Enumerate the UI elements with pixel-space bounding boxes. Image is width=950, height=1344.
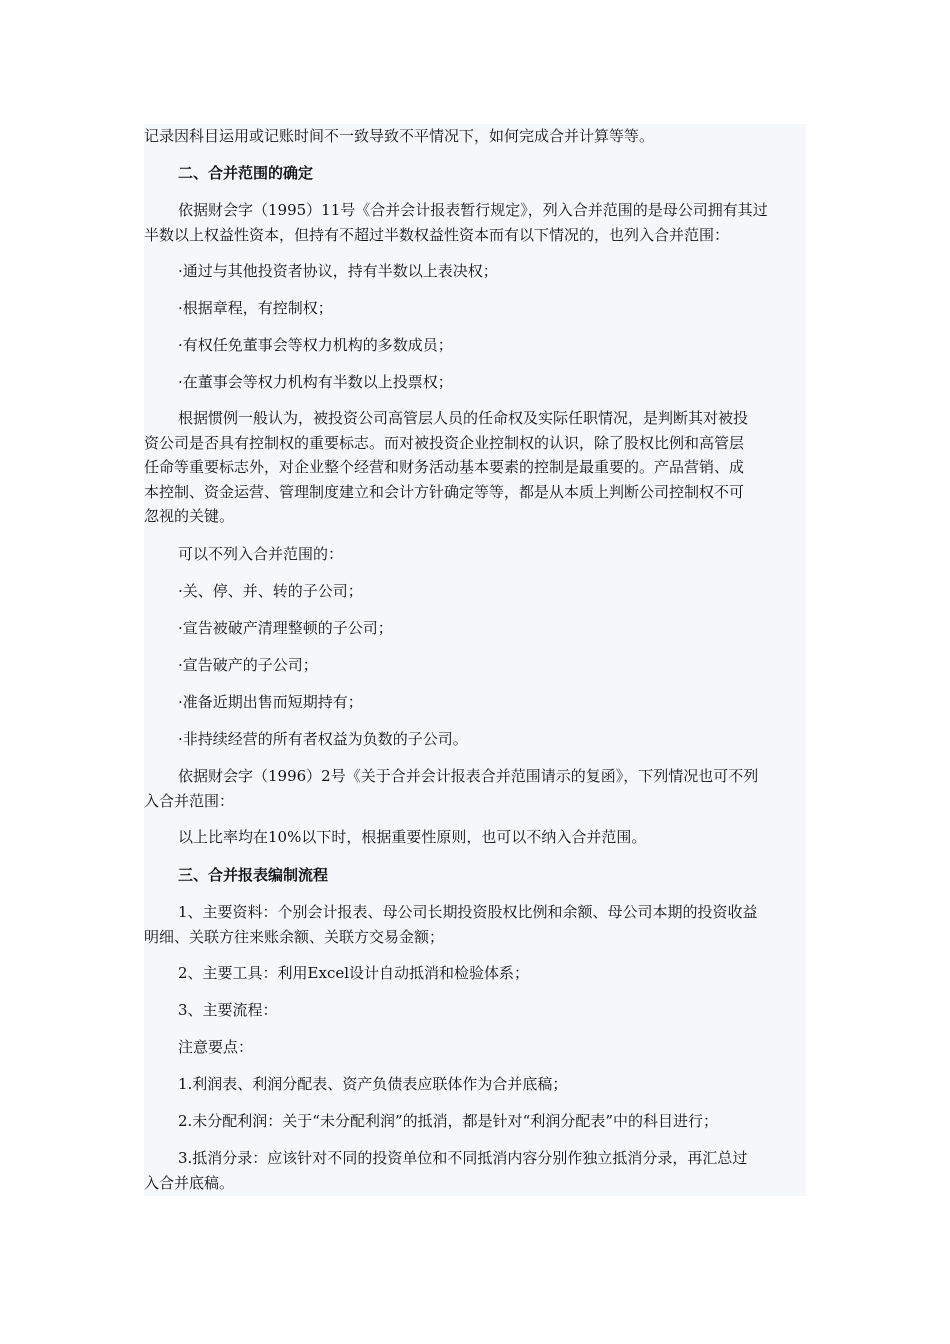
paragraph-main-process [144,998,806,1023]
list-item-excluded [144,653,806,678]
text-line: ·准备近期出售而短期持有； [178,693,363,711]
paragraph-continuation [144,124,806,149]
list-item-key-point [144,1146,806,1195]
section-heading-scope [144,161,806,186]
text-line: 1.利润表、利润分配表、资产负债表应联体作为合并底稿； [178,1075,568,1093]
text-line: 忽视的关键。 [144,507,235,525]
text-line: 依据财会字（1995）11号《合并会计报表暂行规定》，列入合并范围的是母公司拥有其过 [178,201,768,219]
text-line: ·通过与其他投资者协议，持有半数以上表决权； [178,262,498,280]
text-line: 明细、关联方往来账余额、关联方交易金额； [144,927,445,946]
list-item-included [144,333,806,358]
text-line: 可以不列入合并范围的： [178,545,344,563]
paragraph-control-criteria [144,406,806,529]
text-line: ·根据章程，有控制权； [178,299,333,317]
list-item-key-point [144,1072,806,1097]
text-line: ·非持续经营的所有者权益为负数的子公司。 [178,730,468,748]
text-line: ·宣告破产的子公司； [178,656,318,674]
paragraph-regulation-1995 [144,198,806,247]
text-line: ·宣告被破产清理整顿的子公司； [178,619,393,637]
document-body [144,124,806,1196]
list-item-included [144,370,806,395]
text-line: 资公司是否具有控制权的重要标志。而对被投资企业控制权的认识，除了股权比例和高管层 [144,433,745,452]
text-line: 3.抵消分录：应该针对不同的投资单位和不同抵消内容分别作独立抵消分录，再汇总过 [178,1149,748,1167]
list-item-key-point [144,1109,806,1134]
text-line: 2、主要工具：利用Excel设计自动抵消和检验体系； [178,964,530,982]
text-line: 依据财会字（1996）2号《关于合并会计报表合并范围请示的复函》，下列情况也可不列 [178,767,759,785]
paragraph-main-tools [144,961,806,986]
paragraph-excluded-intro [144,542,806,567]
text-line: 3、主要流程： [178,1001,278,1019]
list-item-excluded [144,727,806,752]
list-item-included [144,259,806,284]
list-item-included [144,296,806,321]
text-line: 半数以上权益性资本，但持有不超过半数权益性资本而有以下情况的，也列入合并范围： [144,225,730,244]
text-line: 记录因科目运用或记账时间不一致导致不平情况下，如何完成合并计算等等。 [144,127,655,145]
paragraph-materiality [144,825,806,850]
text-line: 根据惯例一般认为，被投资公司高管层人员的任命权及实际任职情况，是判断其对被投 [178,409,749,427]
text-line: 1、主要资料：个别会计报表、母公司长期投资股权比例和余额、母公司本期的投资收益 [178,903,758,921]
text-line: 入合并底稿。 [144,1173,235,1192]
list-item-excluded [144,579,806,604]
text-line: 入合并范围： [144,791,235,810]
text-line: 本控制、资金运营、管理制度建立和会计方针确定等等，都是从本质上判断公司控制权不可 [144,482,745,501]
text-line: 任命等重要标志外，对企业整个经营和财务活动基本要素的控制是最重要的。产品营销、成 [144,458,745,476]
heading-text: 二、合并范围的确定 [178,164,314,182]
section-heading-process [144,863,806,888]
text-line: 以上比率均在10%以下时，根据重要性原则，也可以不纳入合并范围。 [178,828,647,846]
paragraph-main-materials [144,900,806,949]
text-line: 注意要点： [178,1038,254,1056]
text-line: 2.未分配利润：关于“未分配利润”的抵消，都是针对“利润分配表”中的科目进行； [178,1112,718,1130]
text-line: ·在董事会等权力机构有半数以上投票权； [178,373,453,391]
heading-text: 三、合并报表编制流程 [178,866,329,884]
list-item-excluded [144,690,806,715]
paragraph-key-points [144,1035,806,1060]
list-item-excluded [144,616,806,641]
text-line: ·有权任免董事会等权力机构的多数成员； [178,336,453,354]
text-line: ·关、停、并、转的子公司； [178,582,363,600]
paragraph-regulation-1996 [144,764,806,813]
